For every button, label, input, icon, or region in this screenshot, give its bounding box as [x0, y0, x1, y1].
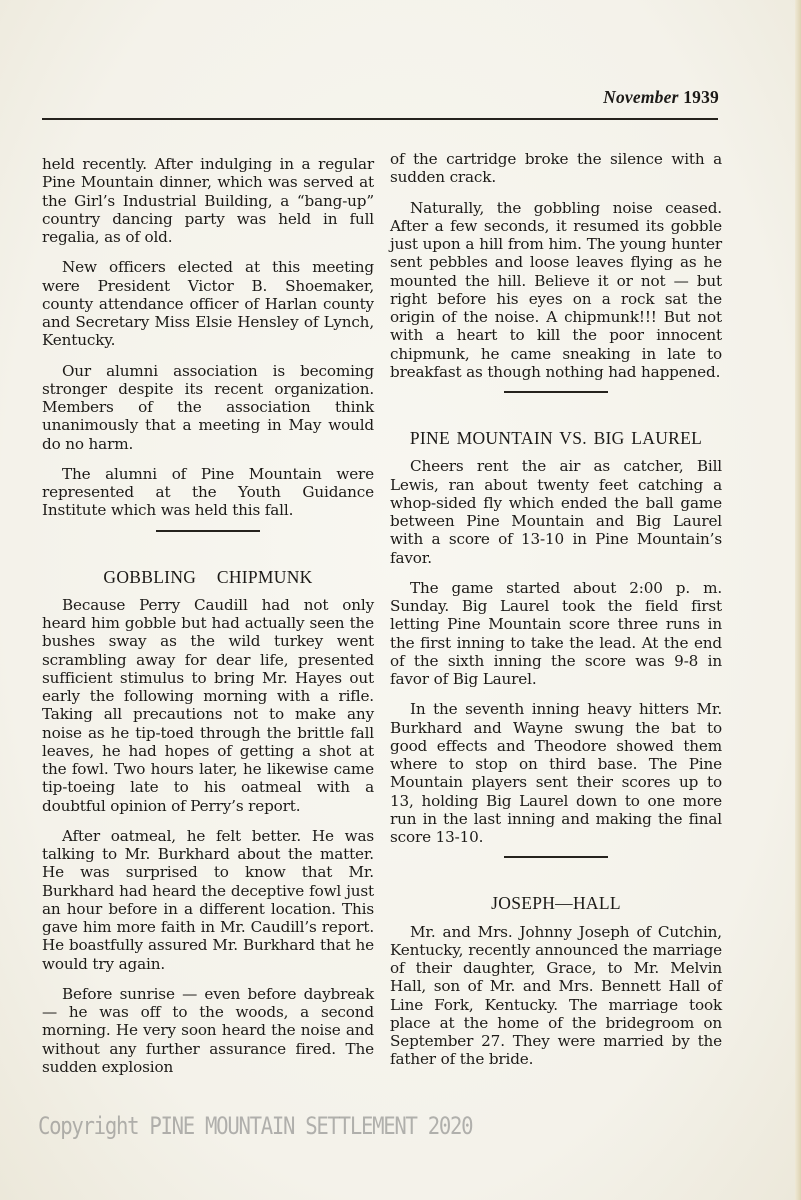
article-paragraph: Because Perry Caudill had not only heard him gobble but had actually seen the bushes sway as the wild turkey went scrambling away for dear life, presented sufficient stimulus to bring Mr. Hayes out early the following morning with a rifle. Taking all precautions not to make any noise as he tip-toed through the brittle fall leaves, he had hopes of getting a shot at the fowl. Two hours later, he likewise came tip-toeing late to his oatmeal with a doubtful opinion of Perry’s report.	[42, 595, 374, 815]
article-heading-joseph-hall: JOSEPH—HALL	[491, 893, 621, 914]
issue-date	[603, 87, 719, 108]
alumni-paragraph: held recently. After indulging in a regular Pine Mountain dinner, which was served at the Girl’s Industrial Building, a “bang-up” country dancing party was held in full regalia, as of old.	[42, 155, 374, 246]
right-column	[390, 150, 722, 1081]
article-paragraph: Naturally, the gobbling noise ceased. After a few seconds, it resumed its gobble just upon a hill from him. The young hunter sent pebbles and loose leaves flying as he mounted the hill. Believe it or not — but right before his eyes on a rock sat the origin of the noise. A chipmunk!!! But not with a heart to kill the poor innocent chipmunk, he came sneaking in late to breakfast as though nothing had happened.	[390, 198, 722, 381]
copyright-watermark: Copyright PINE MOUNTAIN SETTLEMENT 2020	[38, 1112, 473, 1140]
issue-year: 1939	[683, 87, 719, 107]
left-column	[42, 155, 374, 1088]
article-heading-gobbling-chipmunk: GOBBLING CHIPMUNK	[103, 566, 313, 587]
article-paragraph: Mr. and Mrs. Johnny Joseph of Cutchin, Kentucky, recently announced the marriage of their daughter, Grace, to Mr. Melvin Hall, son of Mr. and Mrs. Bennett Hall of Line Fork, Kentucky. The marriage took place at the home of the bridegroom on September 27. They were married by the father of the bride.	[390, 922, 722, 1069]
alumni-paragraph: New officers elected at this meeting were President Victor B. Shoemaker, county attendance officer of Harlan county and Secretary Miss Elsie Hensley of Lynch, Kentucky.	[42, 258, 374, 350]
article-paragraph: After oatmeal, he felt better. He was talking to Mr. Burkhard about the matter. He was surprised to know that Mr. Burkhard had heard the deceptive fowl just an hour before in a different location. This gave him more faith in Mr. Caudill’s report. He boastfully assured Mr. Burkhard that he would try again.	[42, 826, 374, 973]
header-rule	[42, 118, 718, 120]
article-paragraph: In the seventh inning heavy hitters Mr. Burkhard and Wayne swung the bat to good effects and Theodore showed them where to stop on third base. The Pine Mountain players sent their scores up to 13, holding Big Laurel down to one more run in the last inning and making the final score 13-10.	[390, 700, 722, 846]
article-paragraph: Before sunrise — even before daybreak — he was off to the woods, a second morning. He very soon heard the noise and without any further assurance fired. The sudden explosion	[42, 984, 374, 1076]
paper-edge	[795, 0, 801, 1200]
section-divider	[504, 391, 608, 393]
article-heading-pine-mountain-vs-big-laurel: PINE MOUNTAIN VS. BIG LAUREL	[409, 428, 703, 448]
section-divider	[156, 530, 260, 532]
section-divider	[504, 856, 608, 858]
issue-month: November	[603, 87, 679, 107]
alumni-paragraph: Our alumni association is becoming stronger despite its recent organization. Members of the association think unanimously that a meeting in May would do no harm.	[42, 361, 374, 453]
alumni-paragraph: The alumni of Pine Mountain were represented at the Youth Guidance Institute which was held this fall.	[42, 464, 374, 520]
article-paragraph: The game started about 2:00 p. m. Sunday. Big Laurel took the field first letting Pine Mountain score three runs in the first inning to take the lead. At the end of the sixth inning the score was 9-8 in favor of Big Laurel.	[390, 578, 722, 688]
article-paragraph: of the cartridge broke the silence with a sudden crack.	[390, 150, 722, 187]
article-paragraph: Cheers rent the air as catcher, Bill Lewis, ran about twenty feet catching a whop-sided fly which ended the ball game between Pine Mountain and Big Laurel with a score of 13-10 in Pine Mountain’s favor.	[390, 457, 722, 567]
